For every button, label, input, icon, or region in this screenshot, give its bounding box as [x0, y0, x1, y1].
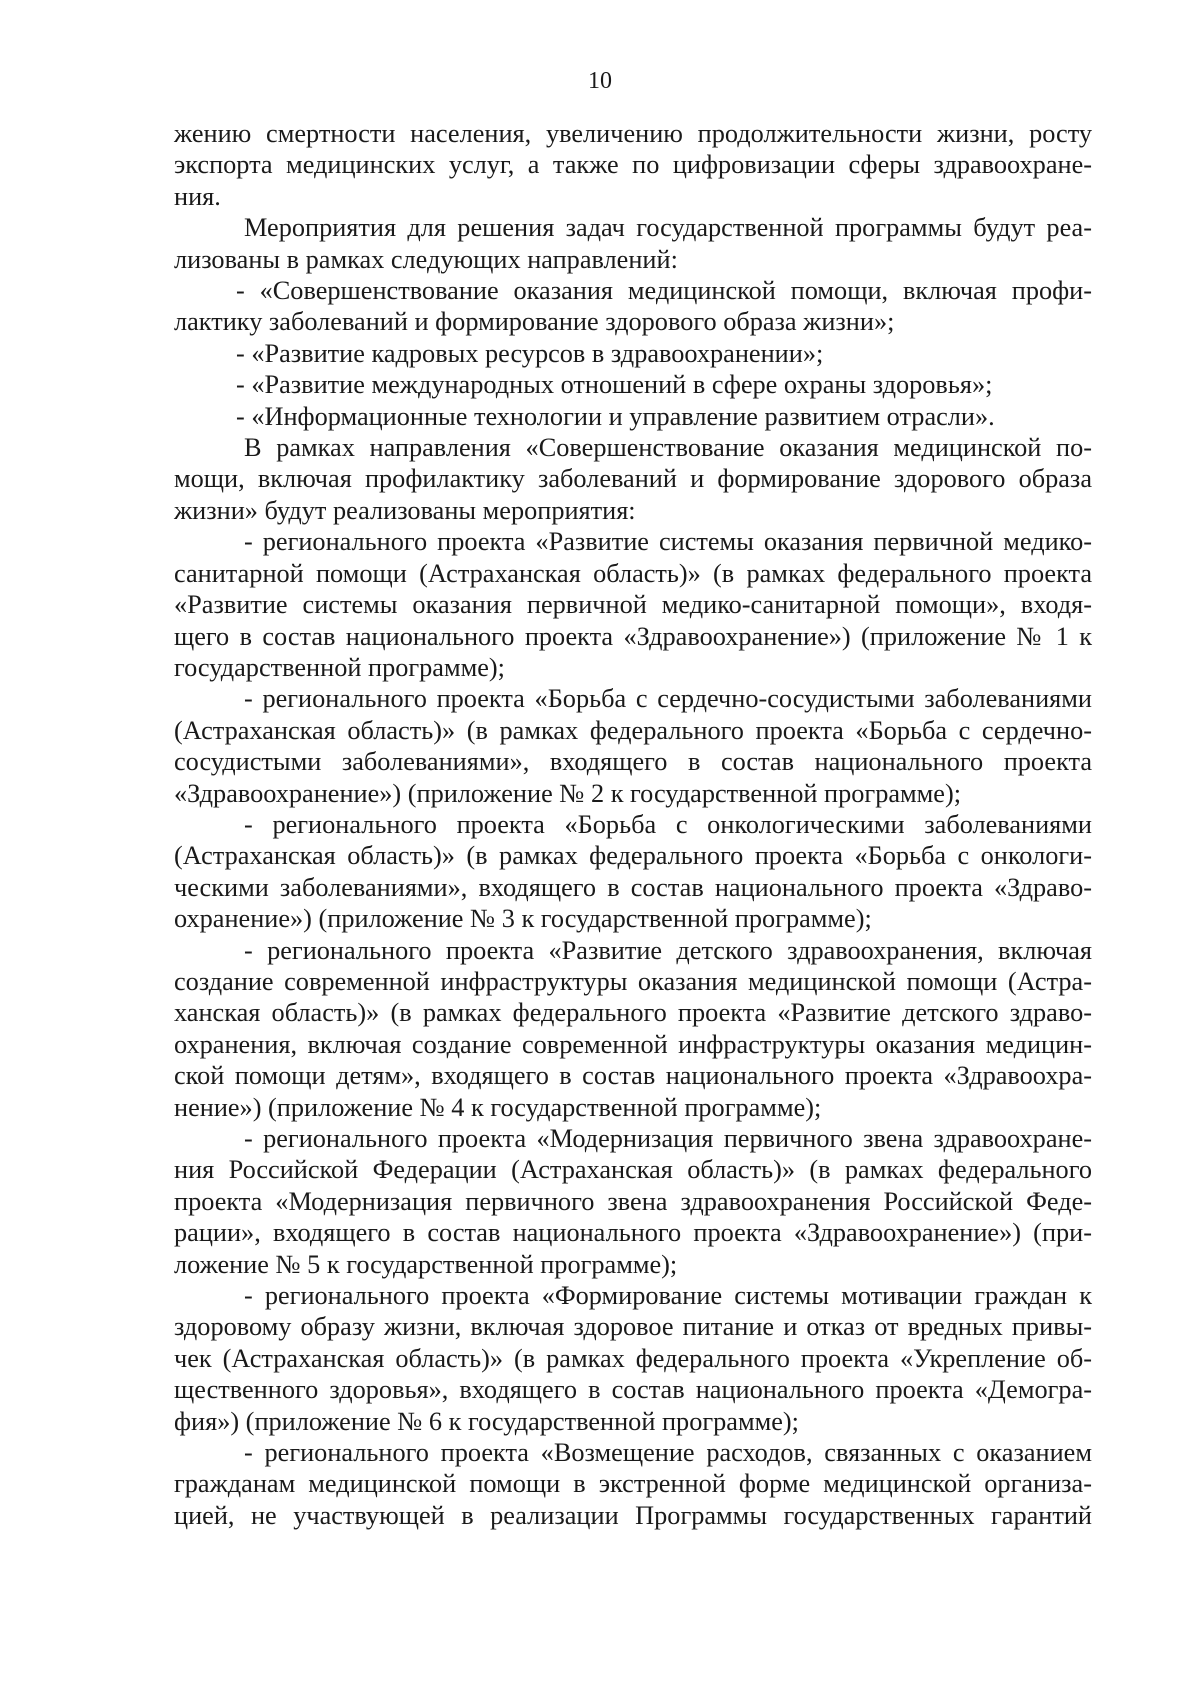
text-line: ложение № 5 к государственной программе); — [174, 1249, 678, 1279]
text-line: ханская область)» (в рамках федерального проекта «Развитие детского здраво- — [174, 998, 1092, 1028]
text-line: санитарной помощи (Астраханская область)» (в рамках федерального проекта — [174, 558, 1092, 588]
text-line: - регионального проекта «Развитие системы оказания первичной медико- — [244, 527, 1092, 557]
text-line: лактику заболеваний и формирование здорового образа жизни»; — [174, 307, 895, 337]
page-number: 10 — [588, 68, 612, 94]
text-line: В рамках направления «Совершенствование оказания медицинской по- — [244, 433, 1092, 463]
text-line: жизни» будут реализованы мероприятия: — [174, 495, 636, 525]
text-line: фия») (приложение № 6 к государственной программе); — [174, 1406, 799, 1436]
text-line: мощи, включая профилактику заболеваний и формирование здорового образа — [174, 464, 1092, 494]
text-line: (Астраханская область)» (в рамках федерального проекта «Борьба с сердечно- — [174, 715, 1092, 745]
text-line: цией, не участвующей в реализации Программы государственных гарантий — [174, 1500, 1092, 1530]
text-line: сосудистыми заболеваниями», входящего в состав национального проекта — [174, 747, 1092, 777]
text-line: - «Информационные технологии и управление развитием отрасли». — [236, 401, 995, 431]
text-line: - «Совершенствование оказания медицинской помощи, включая профи- — [236, 276, 1092, 306]
text-line: - регионального проекта «Возмещение расходов, связанных с оказанием — [244, 1438, 1092, 1468]
text-line: рации», входящего в состав национального проекта «Здравоохранение») (при- — [174, 1218, 1092, 1248]
text-line: «Здравоохранение») (приложение № 2 к государственной программе); — [174, 778, 962, 808]
text-line: Мероприятия для решения задач государственной программы будут реа- — [244, 213, 1092, 243]
text-line: - регионального проекта «Борьба с сердечно-сосудистыми заболеваниями — [244, 684, 1092, 714]
text-line: (Астраханская область)» (в рамках федерального проекта «Борьба с онкологи- — [174, 841, 1092, 871]
text-line: - регионального проекта «Борьба с онкологическими заболеваниями — [244, 809, 1092, 839]
text-line: - «Развитие кадровых ресурсов в здравоохранении»; — [236, 338, 824, 368]
text-line: щественного здоровья», входящего в состав национального проекта «Демогра- — [174, 1375, 1092, 1405]
text-line: - регионального проекта «Формирование системы мотивации граждан к — [244, 1281, 1092, 1311]
text-line: ния Российской Федерации (Астраханская область)» (в рамках федерального — [174, 1155, 1092, 1185]
text-line: здоровому образу жизни, включая здоровое питание и отказ от вредных привы- — [174, 1312, 1092, 1342]
text-line: экспорта медицинских услуг, а также по цифровизации сферы здравоохране- — [174, 150, 1092, 180]
text-line: - регионального проекта «Модернизация первичного звена здравоохране- — [244, 1124, 1092, 1153]
text-line: охранения, включая создание современной инфраструктуры оказания медицин- — [174, 1029, 1092, 1059]
text-line: ческими заболеваниями», входящего в состав национального проекта «Здраво- — [174, 872, 1092, 902]
text-line: «Развитие системы оказания первичной медико-санитарной помощи», входя- — [174, 590, 1092, 620]
text-line: чек (Астраханская область)» (в рамках федерального проекта «Укрепление об- — [174, 1343, 1092, 1373]
text-line: создание современной инфраструктуры оказания медицинской помощи (Астра- — [174, 966, 1092, 996]
text-line: - «Развитие международных отношений в сфере охраны здоровья»; — [236, 370, 993, 400]
text-line: гражданам медицинской помощи в экстренной форме медицинской организа- — [174, 1469, 1092, 1499]
text-line: - регионального проекта «Развитие детского здравоохранения, включая — [244, 935, 1092, 965]
text-line: охранение») (приложение № 3 к государственной программе); — [174, 904, 872, 934]
text-line: государственной программе); — [174, 652, 505, 682]
document-body — [174, 118, 1092, 1531]
text-line: ской помощи детям», входящего в состав национального проекта «Здравоохра- — [174, 1061, 1092, 1091]
text-line: ния. — [174, 181, 221, 211]
text-line: проекта «Модернизация первичного звена здравоохранения Российской Феде- — [174, 1186, 1092, 1216]
text-line: лизованы в рамках следующих направлений: — [174, 244, 678, 274]
text-line: нение») (приложение № 4 к государственной программе); — [174, 1092, 822, 1122]
text-line: щего в состав национального проекта «Здравоохранение») (приложение № 1 к — [174, 621, 1092, 651]
text-line: жению смертности населения, увеличению продолжительности жизни, росту — [174, 119, 1092, 148]
